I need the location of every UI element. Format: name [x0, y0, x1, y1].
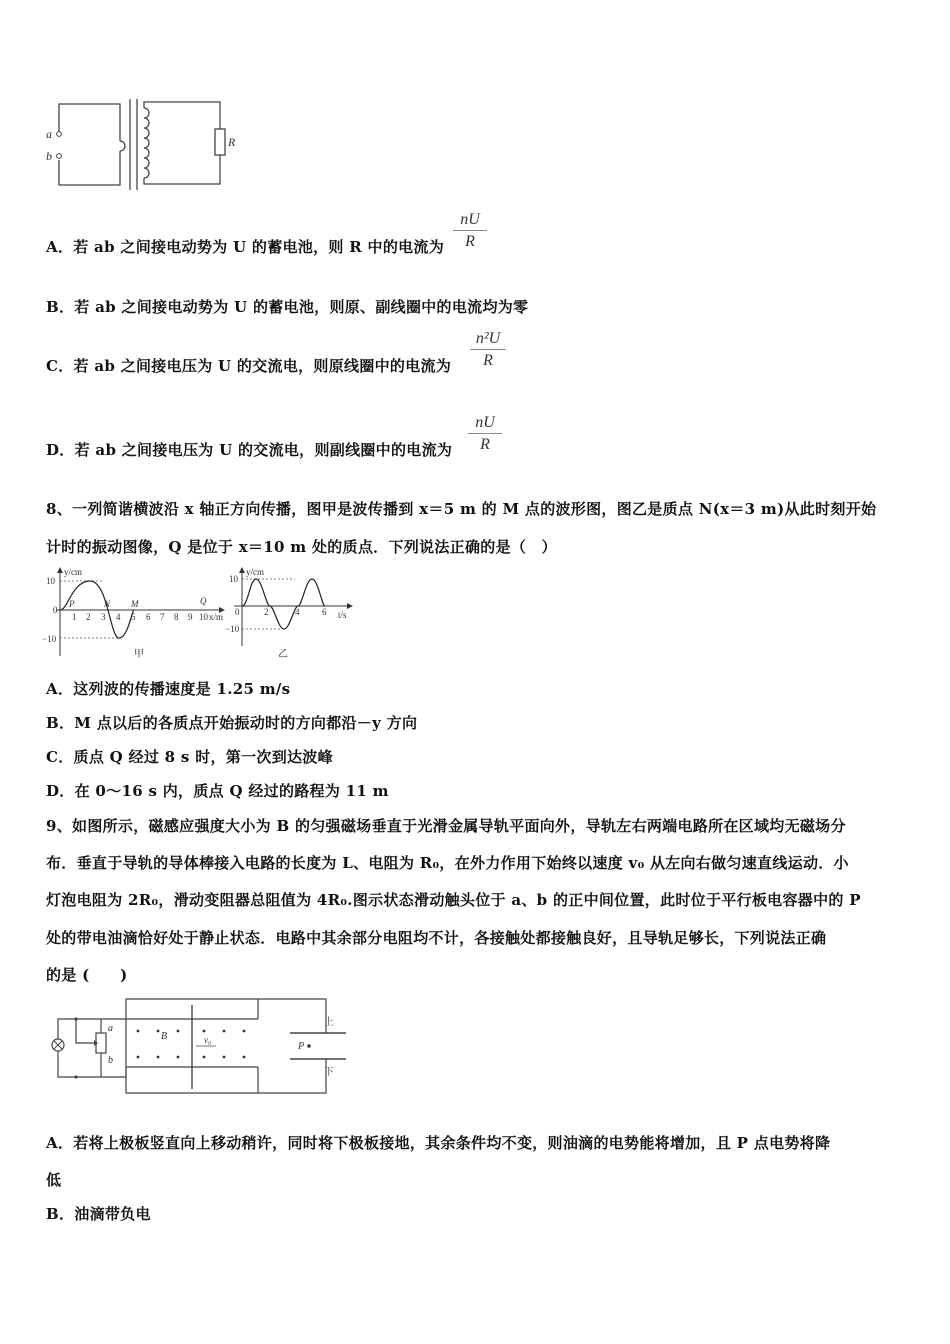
q9-option-a: A．若将上极板竖直向上移动稍许，同时将下极板接地，其余条件均不变，则油滴的电势能将增加，且 P 点电势将降: [46, 1134, 831, 1152]
fraction-denominator: R: [483, 352, 493, 369]
t-tick-6: 6: [322, 607, 327, 617]
q9-option-b: B．油滴带负电: [46, 1205, 151, 1223]
point-P: P: [69, 599, 75, 609]
q7-transformer-figure: [40, 96, 240, 196]
x-tick-2: 2: [86, 612, 91, 622]
caption-jia: 甲: [134, 649, 144, 660]
q9-circuit-figure: [46, 995, 346, 1095]
primary-wire-lower: [59, 151, 120, 185]
q7-option-d: D．若 ab 之间接电压为 U 的交流电，则副线圈中的电流为: [46, 441, 453, 459]
y-bottom-tick: −10: [42, 634, 57, 644]
t-tick-4: 4: [295, 607, 300, 617]
slider-lead: [76, 1019, 94, 1043]
x-tick-4: 4: [116, 612, 121, 622]
x-label: x/m: [209, 612, 224, 622]
caption-yi: 乙: [278, 649, 288, 660]
terminal-a: [57, 132, 62, 137]
secondary-coil: [144, 108, 149, 178]
origin-label: 0: [53, 605, 58, 615]
label-up: 上: [324, 1017, 334, 1028]
x-tick-10: 10: [199, 612, 208, 622]
q7-option-b: B．若 ab 之间接电动势为 U 的蓄电池，则原、副线圈中的电流均为零: [46, 298, 529, 316]
q9-stem-line-3: 灯泡电阻为 2R₀，滑动变阻器总阻值为 4R₀.图示状态滑动触头位于 a、b 的正中间位置，此时位于平行板电容器中的 P: [46, 891, 861, 909]
q9-option-a-continued: 低: [46, 1171, 62, 1189]
q8-option-b: B．M 点以后的各质点开始振动时的方向都沿－y 方向: [46, 714, 418, 732]
y-label: y/cm: [64, 567, 82, 577]
x-tick-5: 5: [131, 612, 136, 622]
q9-stem-line-4: 处的带电油滴恰好处于静止状态．电路中其余部分电阻均不计，各接触处都接触良好，且导轨足够长，下列说法正确: [46, 929, 827, 947]
q7-option-c-fraction: [470, 330, 506, 370]
right-circuit-top: [258, 999, 326, 1033]
q8-wave-graph-a: [42, 566, 226, 661]
label-B: B: [161, 1031, 168, 1042]
right-circuit-bottom: [258, 1059, 326, 1093]
fraction-numerator: nU: [453, 211, 487, 231]
y-top-tick: 10: [229, 574, 238, 584]
q8-stem-line-1: 8、一列简谐横波沿 x 轴正方向传播，图甲是波传播到 x＝5 m 的 M 点的波形图，图乙是质点 N(x＝3 m)从此时刻开始: [46, 500, 877, 518]
x-tick-3: 3: [101, 612, 106, 622]
origin-label: 0: [235, 607, 240, 617]
fraction-denominator: R: [480, 436, 490, 453]
fraction-numerator: n²U: [470, 330, 506, 350]
q7-option-a: A．若 ab 之间接电动势为 U 的蓄电池，则 R 中的电流为: [46, 238, 445, 256]
field-dots: [137, 1030, 246, 1059]
y-label: y/cm: [246, 567, 264, 577]
primary-wire: [59, 104, 120, 141]
point-Q: Q: [200, 596, 207, 606]
q9-stem-line-2: 布．垂直于导轨的导体棒接入电路的长度为 L、电阻为 R₀，在外力作用下始终以速度 v₀ 从左向右做匀速直线运动．小: [46, 854, 849, 872]
q8-stem-line-2: 计时的振动图像，Q 是位于 x＝10 m 处的质点．下列说法正确的是（ ）: [46, 538, 557, 556]
y-top-tick: 10: [46, 576, 55, 586]
q8-option-d: D．在 0～16 s 内，质点 Q 经过的路程为 11 m: [46, 782, 389, 800]
vibration-curve: [242, 579, 325, 629]
q8-vibration-graph-b: [225, 566, 358, 661]
terminal-b: [57, 154, 62, 159]
x-ticks: [72, 612, 209, 622]
label-b: b: [108, 1055, 113, 1066]
oil-drop-P: [307, 1044, 311, 1048]
resistor-R: [215, 129, 225, 155]
x-tick-8: 8: [174, 612, 179, 622]
fraction-numerator: nU: [468, 414, 502, 434]
x-tick-6: 6: [146, 612, 151, 622]
q7-option-a-fraction: [453, 211, 487, 251]
point-N: N: [104, 599, 111, 609]
label-R: R: [228, 135, 236, 149]
y-bottom-tick: −10: [225, 624, 240, 634]
t-label: t/s: [338, 610, 347, 620]
q9-stem-line-1: 9、如图所示，磁感应强度大小为 B 的匀强磁场垂直于光滑金属导轨平面向外，导轨左右两端电路所在区域均无磁场分: [46, 817, 846, 835]
q7-option-d-fraction: [468, 414, 502, 454]
q8-option-a: A．这列波的传播速度是 1.25 m/s: [46, 680, 291, 698]
q9-stem-line-5: 的是 ( ): [46, 966, 128, 984]
label-P: P: [298, 1041, 305, 1052]
label-a: a: [46, 127, 52, 141]
primary-coil: [120, 141, 125, 151]
x-tick-7: 7: [160, 612, 165, 622]
secondary-wire-lower: [144, 155, 220, 184]
label-a: a: [108, 1023, 113, 1034]
fraction-denominator: R: [465, 233, 475, 250]
q8-option-c: C．质点 Q 经过 8 s 时，第一次到达波峰: [46, 748, 333, 766]
point-M: M: [131, 599, 139, 609]
label-v0: v₀: [204, 1035, 212, 1045]
x-tick-1: 1: [72, 612, 77, 622]
label-b: b: [46, 149, 52, 163]
label-down: 下: [324, 1067, 334, 1078]
t-tick-2: 2: [264, 607, 269, 617]
x-tick-9: 9: [188, 612, 193, 622]
secondary-wire: [144, 102, 220, 129]
q7-option-c: C．若 ab 之间接电压为 U 的交流电，则原线圈中的电流为: [46, 357, 452, 375]
